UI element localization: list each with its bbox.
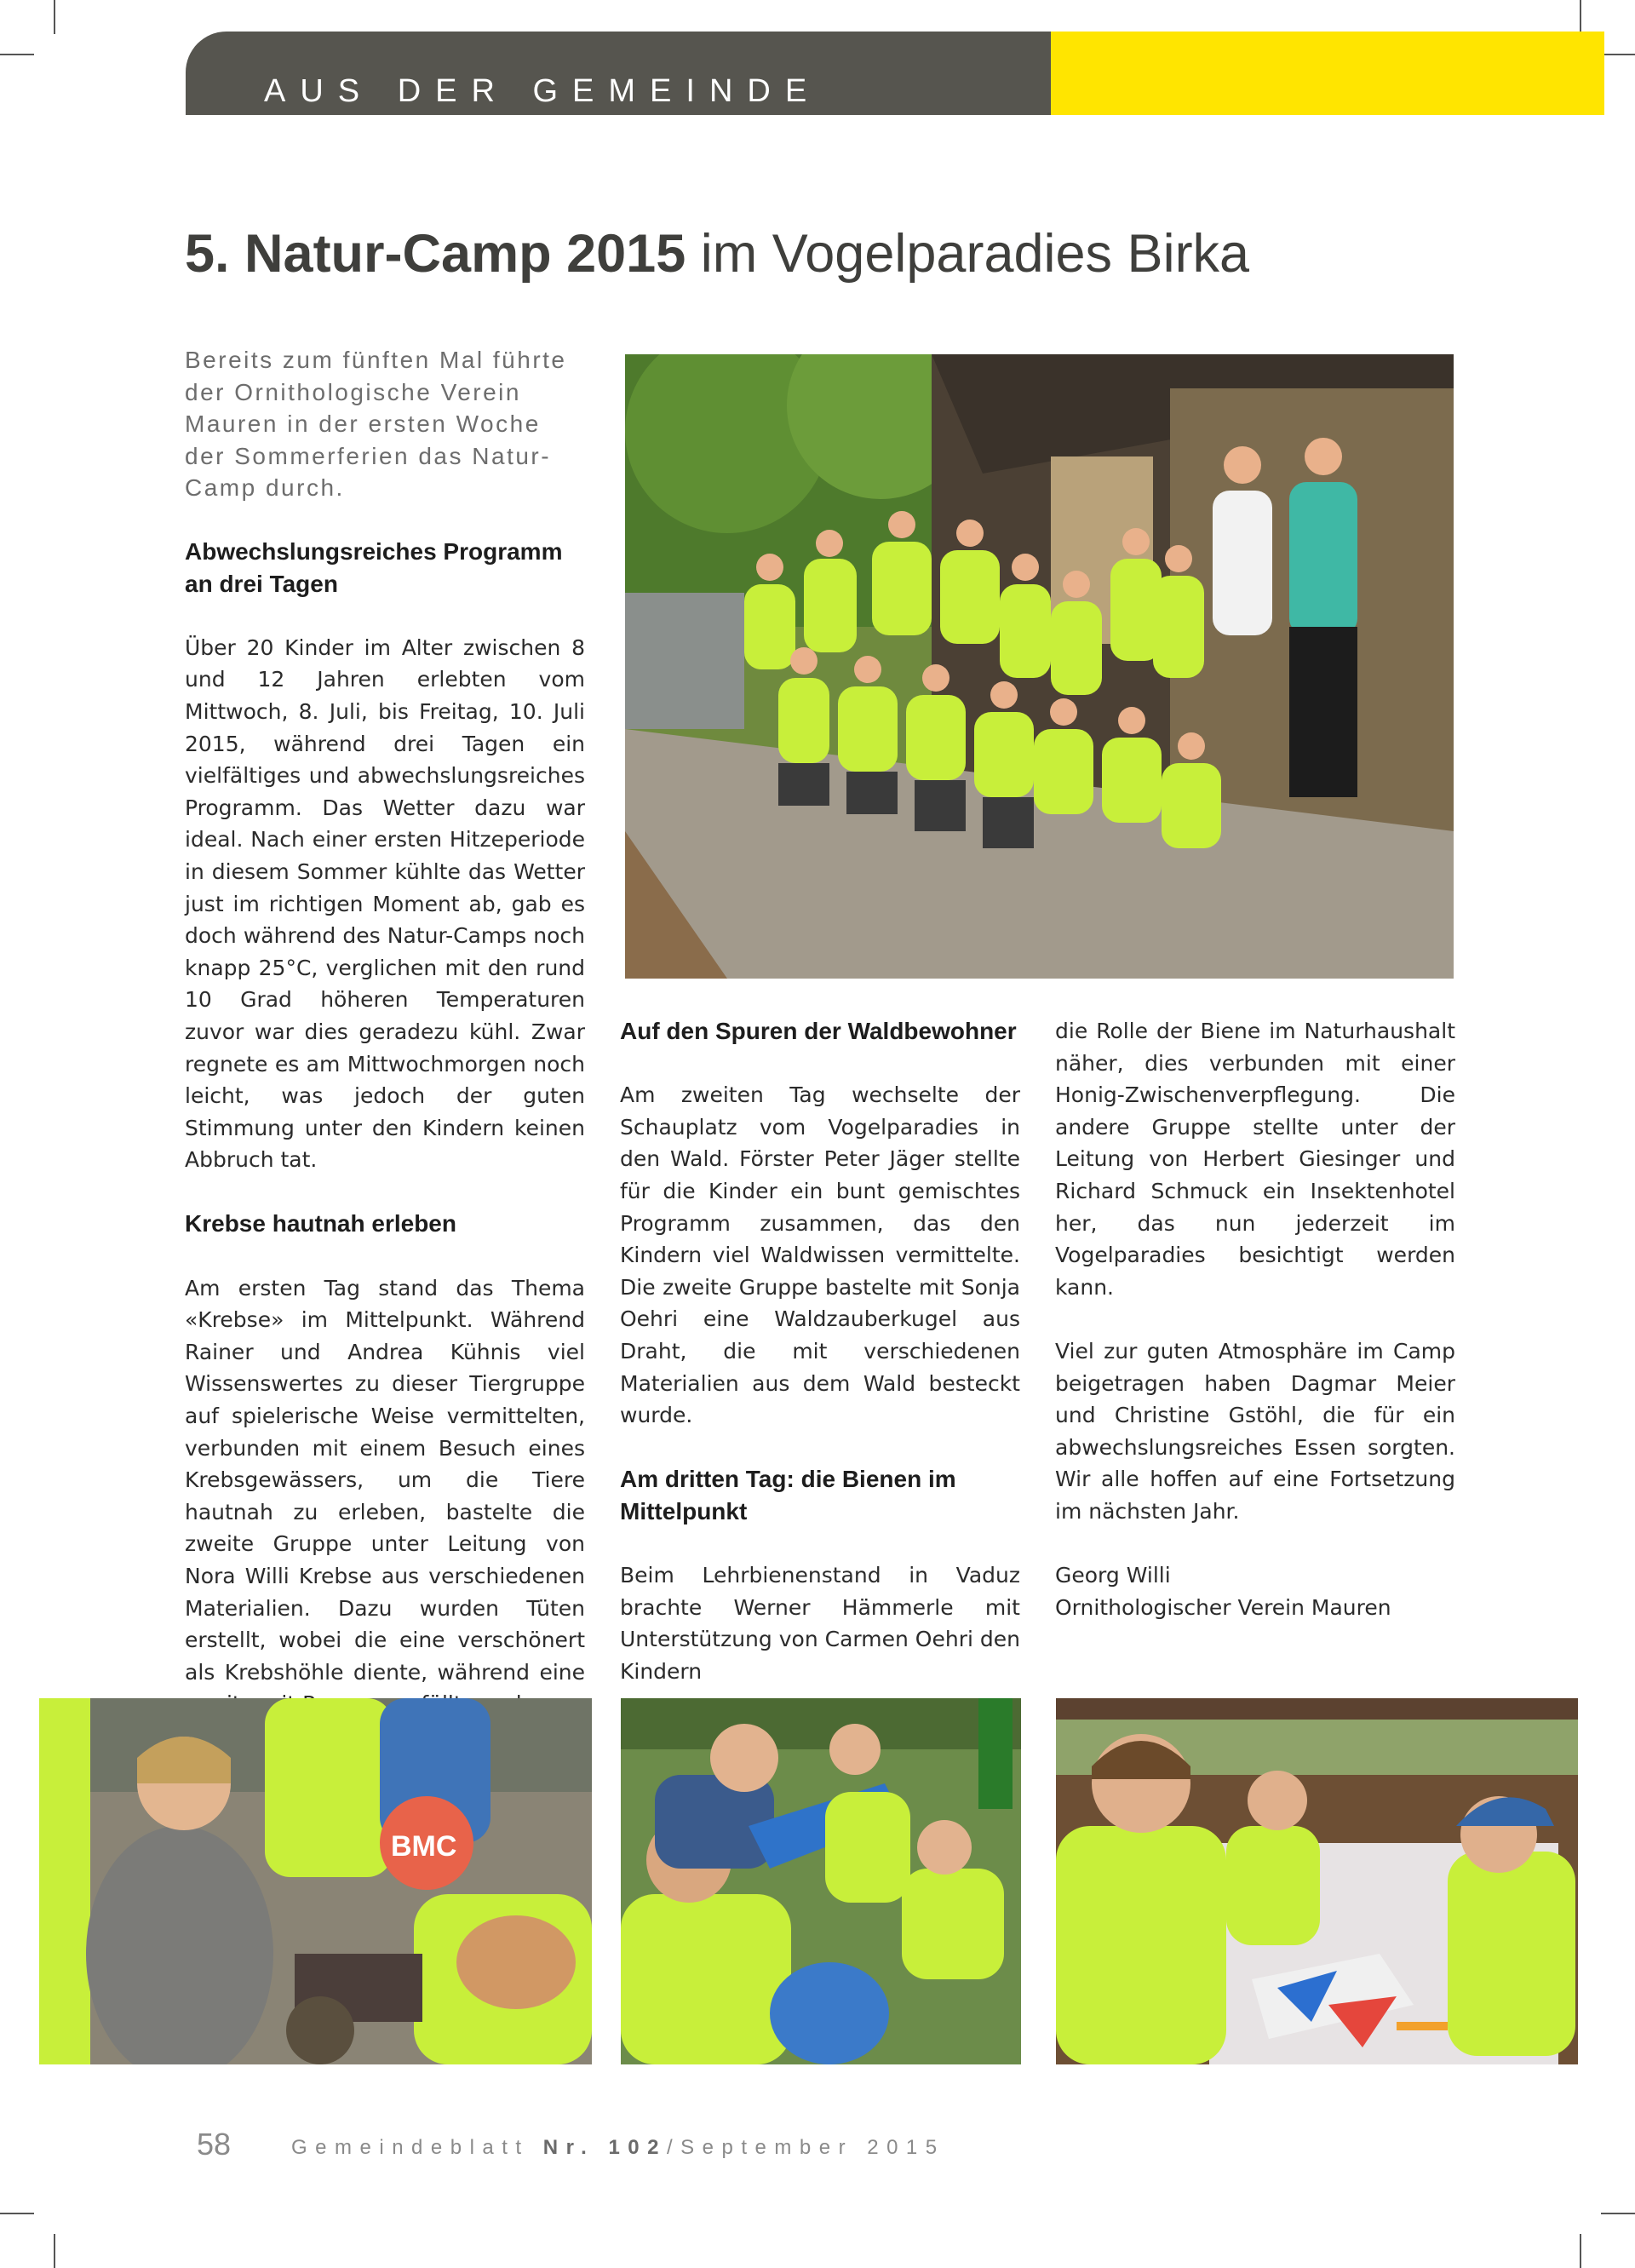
issue-date: /September 2015 (667, 2136, 945, 2159)
publication-name: Gemeindeblatt (291, 2136, 530, 2159)
page-number: 58 (197, 2127, 232, 2162)
crop-mark (1601, 54, 1635, 55)
crop-mark (1580, 0, 1581, 34)
column-3 (1055, 1015, 1455, 1623)
section-label: AUS DER GEMEINDE (264, 73, 822, 109)
paragraph-wald: Am zweiten Tag wechselte der Schauplatz vom Vogelparadies in den Wald. Förster Peter Jäger stellte für die Kinder ein bunt gemischtes Programm zusammen, das den Kindern viel Waldwissen vermittelte. Die zweite Gruppe bastelte mit Sonja Oehri eine Waldzauberkugel aus Draht, die mit verschiedenen Materialien aus dem Wald besteckt wurde. (620, 1082, 1020, 1428)
crop-mark (0, 2213, 34, 2214)
photo-krebse (39, 1698, 592, 2064)
group-photo (625, 354, 1454, 979)
subheading-wald: Auf den Spuren der Waldbewohner (620, 1018, 1017, 1044)
paragraph-program: Über 20 Kinder im Alter zwischen 8 und 12 Jahren erlebten vom Mittwoch, 8. Juli, bis Freitag, 10. Juli 2015, während drei Tagen ein vielfältiges und abwechslungsreiches Programm. Das Wetter dazu war ideal. Nach einer ersten Hitzeperiode in diesem Sommer kühlte das Wetter just im richtigen Moment ab, gab es doch während des Natur-Camps noch knapp 25°C, verglichen mit den rund 10 Grad höheren Temperaturen zuvor war dies geradezu kühl. Zwar regnete es am Mittwochmorgen noch leicht, was jedoch der guten Stimmung unter den Kindern keinen Abbruch tat. (185, 634, 585, 1173)
crop-mark (54, 2234, 55, 2268)
paragraph-krebse: Am ersten Tag stand das Thema «Krebse» im Mittelpunkt. Während Rainer und Andrea Kühnis viel Wissenswertes zu dieser Tiergruppe auf spielerische Weise vermittelten, verbunden mit einem Besuch eines Krebsgewässers, um die Tiere hautnah zu erleben, bastelte die zweite Gruppe unter Leitung von Nora Willi Krebse aus verschiedenen Materialien. Dazu wurden Tüten erstellt, wobei die eine verschönert als Krebshöhle diente, während eine (185, 1275, 585, 1685)
lead-paragraph: Bereits zum fünften Mal führte der Ornithologische Verein Mauren in der ersten Woche der Sommerferien das Natur-Camp durch. (185, 347, 567, 502)
section-accent-bar (1051, 32, 1604, 115)
column-2 (620, 1015, 1020, 1687)
issue-number: Nr. 102 (542, 2136, 667, 2159)
crop-mark (1601, 2213, 1635, 2214)
title-rest: im Vogelparadies Birka (700, 224, 1250, 284)
subheading-program: Abwechslungsreiches Programm an drei Tagen (185, 538, 563, 597)
paragraph-bienen-cont: die Rolle der Biene im Naturhaushalt näher, dies verbunden mit einer Honig-Zwischenverpflegung. Die andere Gruppe stellte unter der Leitung von Herbert Giesinger und Richard Schmuck ein Insektenhotel her, das nun jederzeit im Vogelparadies besichtigt werden kann. (1055, 1019, 1455, 1300)
column-1 (185, 536, 585, 1720)
photo-wald (621, 1698, 1021, 2064)
crop-mark (0, 54, 34, 55)
photo-insektenhotel (1056, 1698, 1578, 2064)
author-name: Georg Willi (1055, 1563, 1171, 1588)
subheading-krebse: Krebse hautnah erleben (185, 1210, 456, 1237)
section-header-bar (186, 32, 1051, 115)
article-title (185, 223, 1249, 284)
author-org: Ornithologischer Verein Mauren (1055, 1594, 1391, 1620)
cap-logo: BMC (391, 1830, 457, 1863)
crop-mark (1580, 2234, 1581, 2268)
paragraph-bienen: Beim Lehrbienenstand in Vaduz brachte Werner Hämmerle mit Unterstützung von Carmen Oehri den Kindern (620, 1563, 1020, 1684)
paragraph-atmosphaere: Viel zur guten Atmosphäre im Camp beigetragen haben Dagmar Meier und Christine Gstöhl, die für ein abwechslungsreiches Essen sorgten. Wir alle hoffen auf eine Fortsetzung im nächsten Jahr. (1055, 1338, 1455, 1524)
crop-mark (54, 0, 55, 34)
title-bold: 5. Natur-Camp 2015 (185, 224, 686, 284)
subheading-bienen: Am dritten Tag: die Bienen im Mittelpunkt (620, 1466, 956, 1524)
footer-publication (291, 2136, 945, 2160)
